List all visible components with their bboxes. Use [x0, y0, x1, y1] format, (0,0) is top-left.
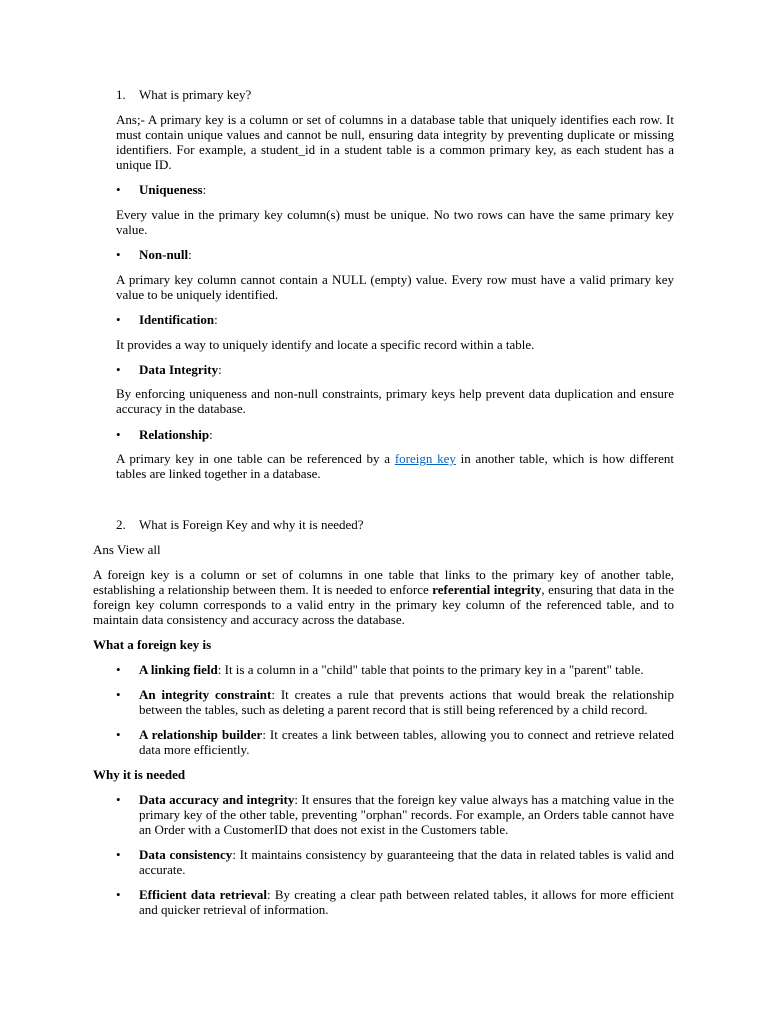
list-item [139, 727, 674, 757]
list-item [139, 662, 674, 677]
item-description: : It maintains consistency by guaranteeing that the data in related tables is valid and accurate. [139, 847, 674, 877]
list-item [139, 687, 674, 717]
term: Uniqueness [139, 182, 203, 197]
term: A relationship builder [139, 727, 263, 742]
separator: : [209, 427, 213, 442]
separator: : [188, 247, 192, 262]
section-heading-text: What a foreign key is [93, 637, 212, 652]
text-run: A foreign key is a column or set of columns in one table that links to the primary key of another table, establishing a relationship between them. It is needed to enforce [93, 567, 674, 597]
term: Identification [139, 312, 215, 327]
item-description: : It creates a link between tables, allowing you to connect and retrieve related data more efficiently. [139, 727, 674, 757]
item-description: : It creates a rule that prevents actions that would break the relationship between the tables, such as deleting a parent record that is still being referenced by a child record. [139, 687, 674, 717]
bullet-icon [116, 312, 136, 327]
section-heading-text: Why it is needed [93, 767, 186, 782]
text-run: A primary key in one table can be referenced by a [116, 451, 395, 466]
bullet-icon [116, 182, 136, 197]
term: A linking field [139, 662, 218, 677]
ans-label: Ans View all [93, 542, 161, 557]
text-run: in another table, which is how different tables are linked together in a database. [116, 451, 675, 481]
bullet-icon [116, 687, 136, 702]
question-heading: What is primary key? [139, 87, 252, 102]
list-item [139, 312, 218, 327]
item-description: : It is a column in a "child" table that points to the primary key in a "parent" table. [217, 662, 644, 677]
question-heading: What is Foreign Key and why it is needed? [139, 517, 364, 532]
bullet-icon [116, 847, 136, 862]
term: Non-null [139, 247, 189, 262]
point-description: By enforcing uniqueness and non-null constraints, primary keys help prevent data duplication and ensure accuracy in the database. [116, 386, 674, 416]
answer-paragraph [93, 567, 674, 627]
term: Data Integrity [139, 362, 219, 377]
list-item [139, 427, 213, 442]
term: Relationship [139, 427, 210, 442]
point-description: A primary key column cannot contain a NULL (empty) value. Every row must have a valid primary key value to be uniquely identified. [116, 272, 674, 302]
bullet-icon [116, 247, 136, 262]
term: Data consistency [139, 847, 233, 862]
list-item [139, 182, 206, 197]
term: Efficient data retrieval [139, 887, 268, 902]
separator: : [214, 312, 218, 327]
separator: : [202, 182, 207, 197]
question-number: 1. [116, 87, 126, 102]
section-heading [93, 637, 211, 652]
point-description: It provides a way to uniquely identify and locate a specific record within a table. [116, 337, 535, 352]
list-item [139, 362, 222, 377]
term: An integrity constraint [139, 687, 272, 702]
bullet-icon [116, 427, 136, 442]
question-number: 2. [116, 517, 126, 532]
point-description: Every value in the primary key column(s) must be unique. No two rows can have the same primary key value. [116, 207, 674, 237]
section-heading [93, 767, 185, 782]
text-run: , ensuring that data in the foreign key column corresponds to a valid entry in the primary key column of the referenced table, and to maintain data consistency and accuracy across the database. [93, 582, 674, 627]
foreign-key-link[interactable]: foreign key [394, 451, 456, 466]
answer-paragraph: Ans;- A primary key is a column or set of columns in a database table that uniquely identifies each row. It must contain unique values and cannot be null, ensuring data integrity by preventing duplicate or missing identifiers. For example, a student_id in a student table is a common primary key, as each student has a unique ID. [116, 112, 674, 172]
bold-term: referential integrity [432, 582, 542, 597]
bullet-icon [116, 662, 136, 677]
list-item [139, 887, 674, 917]
list-item [139, 247, 192, 262]
bullet-icon [116, 727, 136, 742]
list-item [139, 792, 674, 837]
bullet-icon [116, 362, 136, 377]
item-description: : It ensures that the foreign key value always has a matching value in the primary key of the other table, preventing "orphan" records. For example, an Orders table cannot have an Order with a CustomerID that does not exist in the Customers table. [139, 792, 674, 837]
list-item [139, 847, 674, 877]
term: Data accuracy and integrity [139, 792, 295, 807]
bullet-icon [116, 887, 136, 902]
item-description: : By creating a clear path between related tables, it allows for more efficient and quicker retrieval of information. [139, 887, 674, 917]
separator: : [218, 362, 222, 377]
point-description [116, 451, 674, 481]
bullet-icon [116, 792, 136, 807]
